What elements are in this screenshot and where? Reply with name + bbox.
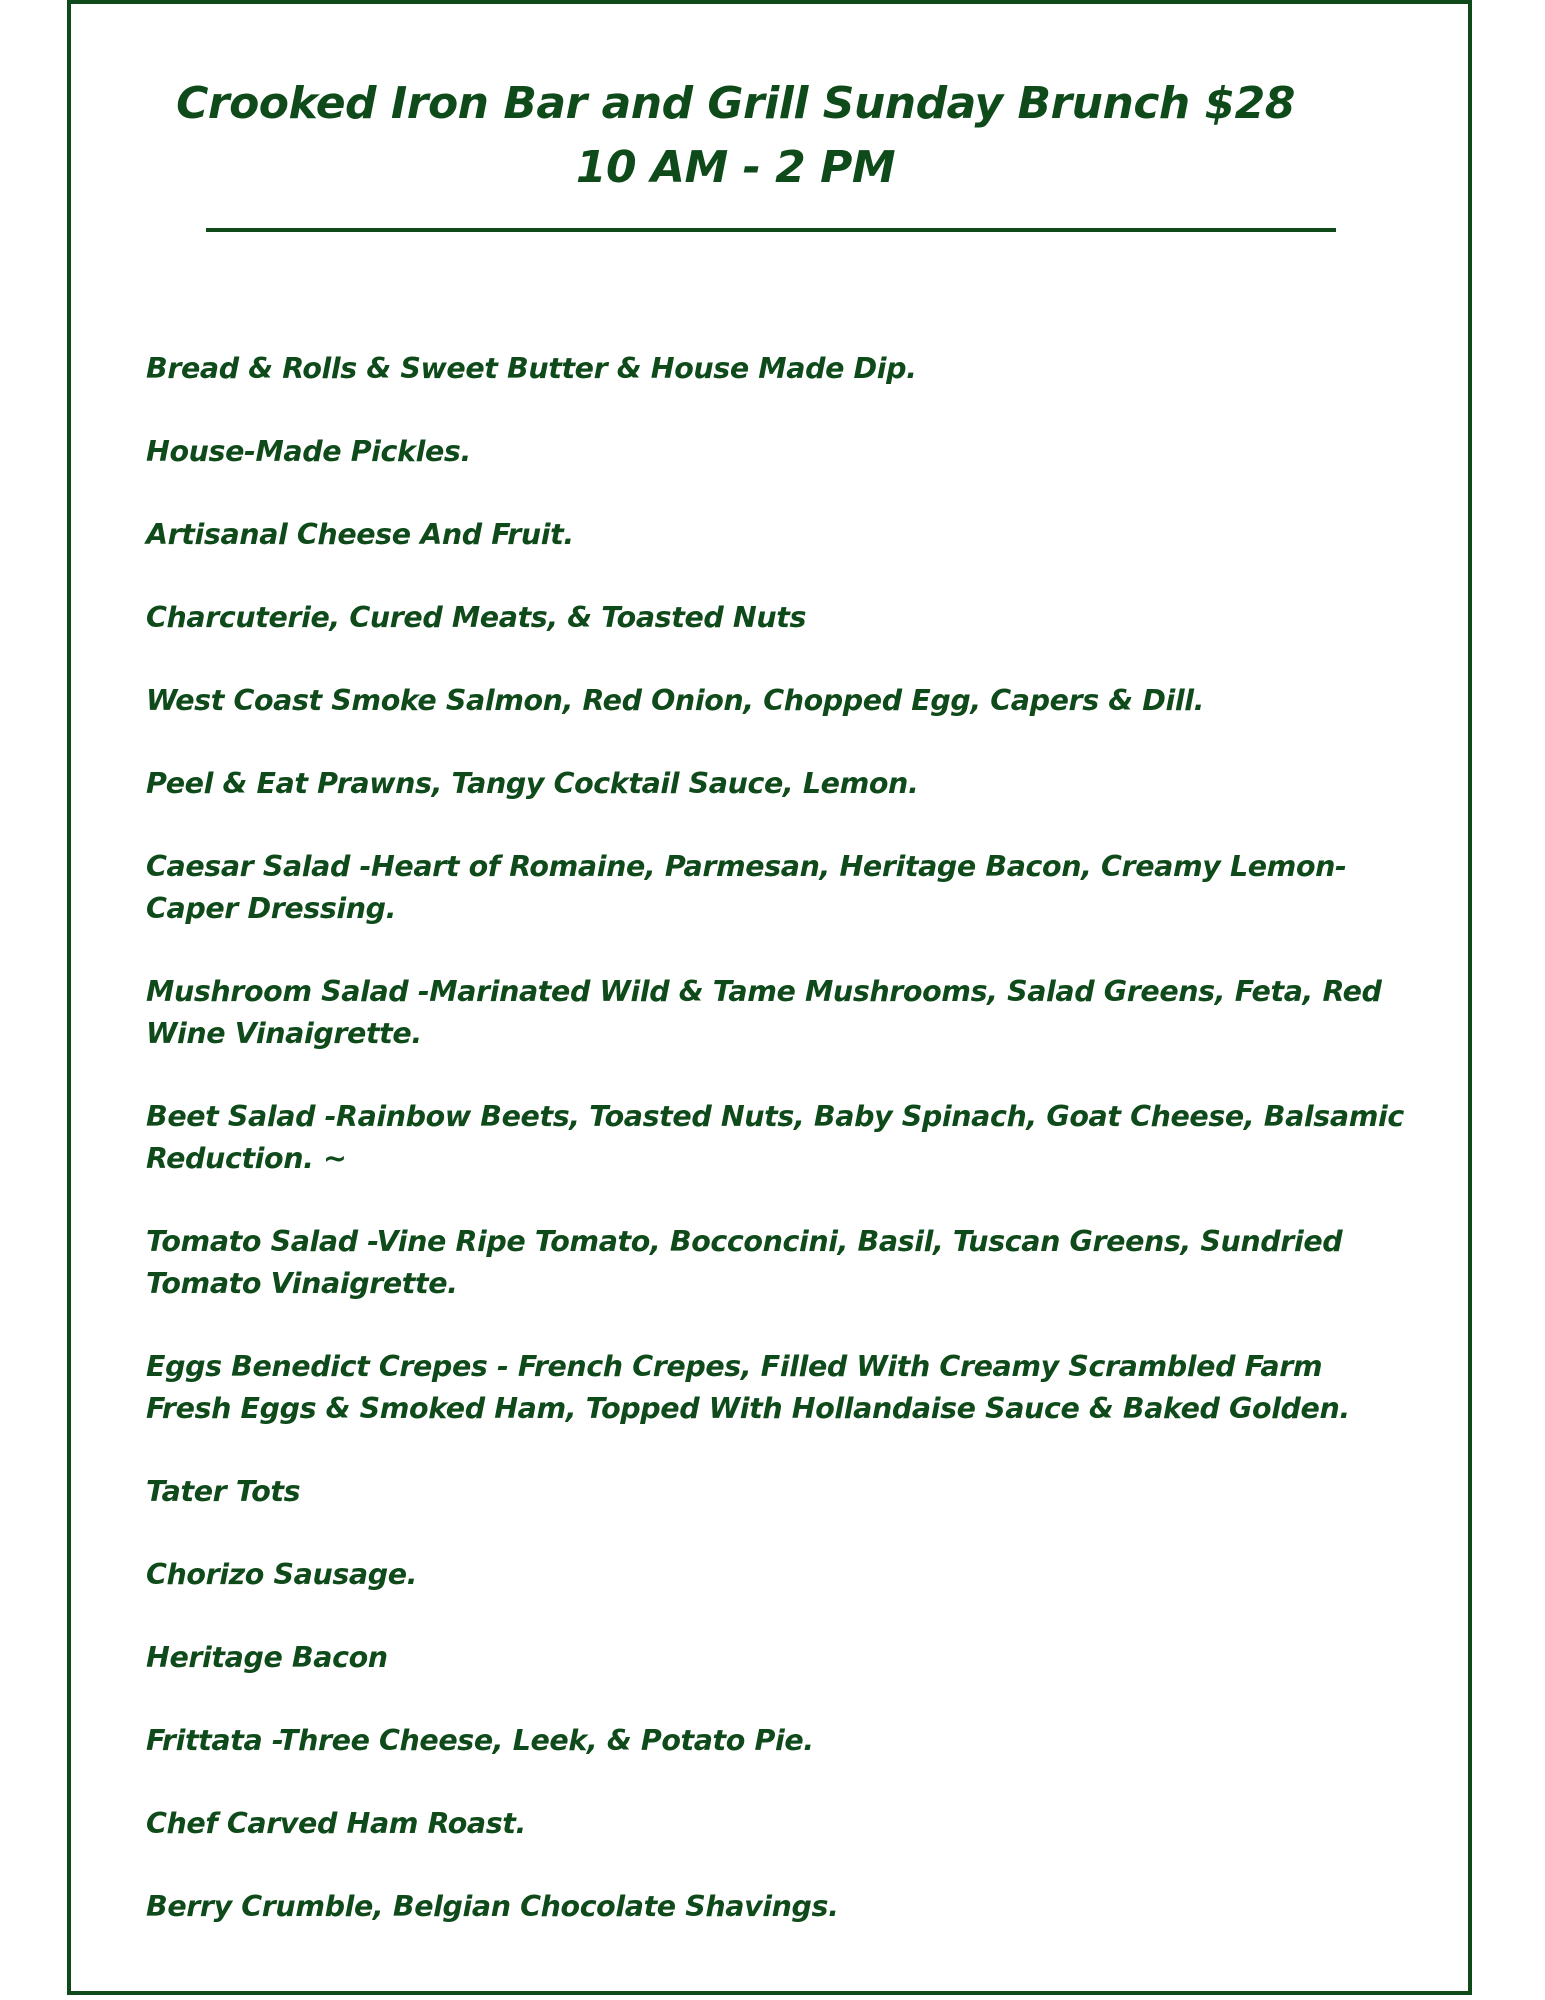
menu-item: Beet Salad -Rainbow Beets, Toasted Nuts, Baby Spinach, Goat Cheese, Balsamic Reduction. ~	[146, 1100, 1404, 1175]
menu-item: Heritage Bacon	[146, 1641, 388, 1674]
menu-item: Tomato Salad -Vine Ripe Tomato, Bocconcini, Basil, Tuscan Greens, Sundried Tomato Vinaigrette.	[146, 1225, 1343, 1300]
menu-item: Tater Tots	[146, 1475, 301, 1508]
menu-item: Berry Crumble, Belgian Chocolate Shavings.	[146, 1890, 839, 1923]
menu-item: Peel & Eat Prawns, Tangy Cocktail Sauce, Lemon.	[146, 767, 919, 800]
brunch-hours: 10 AM - 2 PM	[575, 142, 896, 193]
menu-item: Caesar Salad -Heart of Romaine, Parmesan, Heritage Bacon, Creamy Lemon- Caper Dressing.	[146, 850, 1347, 925]
menu-item: Frittata -Three Cheese, Leek, & Potato Pie.	[146, 1724, 814, 1757]
menu-list	[146, 348, 1416, 1969]
menu-item: Charcuterie, Cured Meats, & Toasted Nuts	[146, 601, 807, 634]
menu-title: Crooked Iron Bar and Grill Sunday Brunch $28	[176, 78, 1295, 129]
menu-item: Chef Carved Ham Roast.	[146, 1807, 526, 1840]
menu-item: House-Made Pickles.	[146, 435, 471, 468]
header-divider	[206, 228, 1336, 232]
menu-item: West Coast Smoke Salmon, Red Onion, Chopped Egg, Capers & Dill.	[146, 684, 1205, 717]
menu-item: Bread & Rolls & Sweet Butter & House Made Dip.	[146, 352, 917, 385]
menu-item: Artisanal Cheese And Fruit.	[146, 518, 574, 551]
menu-item: Chorizo Sausage.	[146, 1558, 418, 1591]
menu-item: Eggs Benedict Crepes - French Crepes, Filled With Creamy Scrambled Farm Fresh Eggs & Smoked Ham, Topped With Hollandaise Sauce & Baked Golden.	[146, 1350, 1350, 1425]
menu-header	[67, 72, 1404, 200]
menu-item: Mushroom Salad -Marinated Wild & Tame Mushrooms, Salad Greens, Feta, Red Wine Vinaigrette.	[146, 975, 1382, 1050]
